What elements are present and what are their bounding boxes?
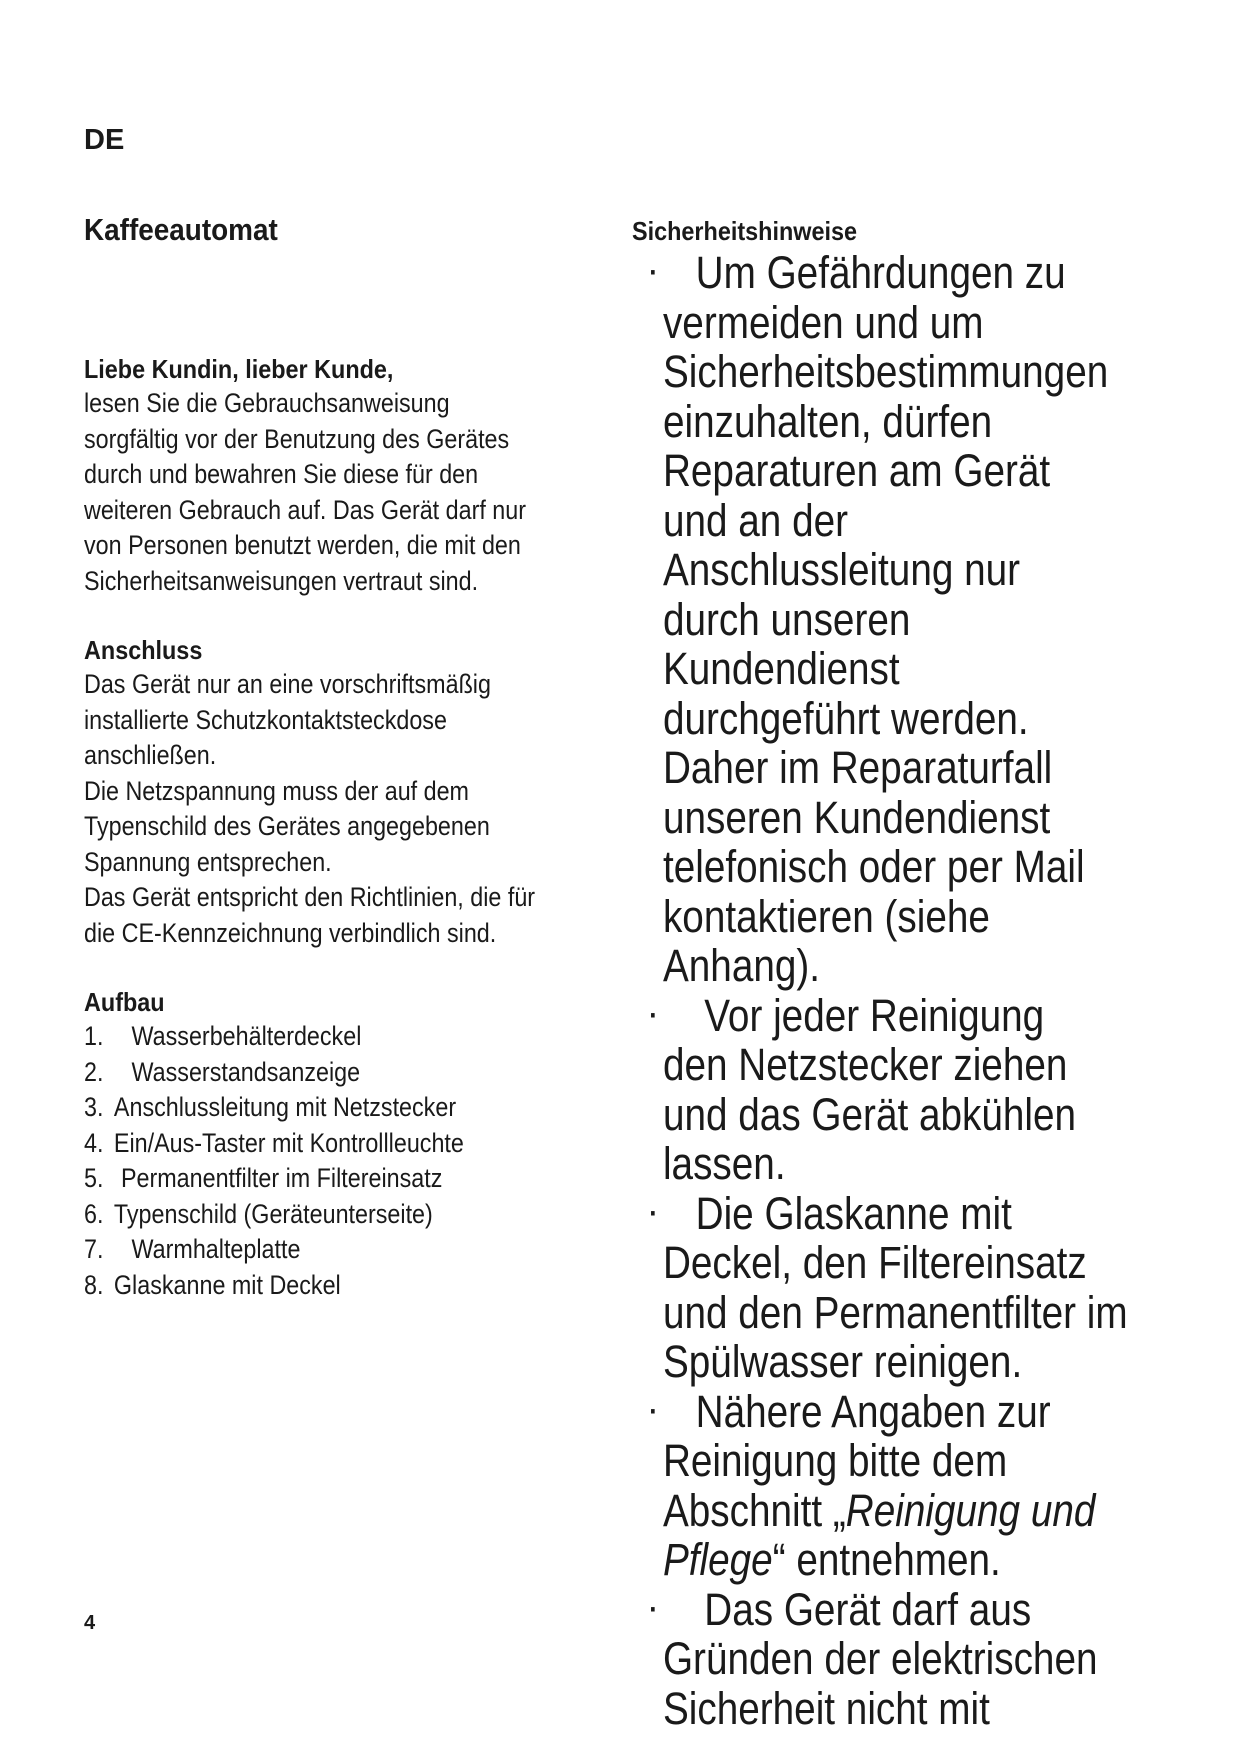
safety-item: · Das Gerät darf aus Gründen der elektrischen Sicherheit nicht mit [649,1583,1098,1734]
document-title: Kaffeeautomat [84,212,278,247]
list-item: 3. Anschlussleitung mit Netzstecker [84,1092,457,1122]
anschluss-paragraph-1: Das Gerät nur an eine vorschriftsmäßig installierte Schutzkontaktsteckdose anschließen. [84,669,491,770]
right-column [632,216,1192,1733]
safety-item: · Die Glaskanne mit Deckel, den Filtereinsatz und den Permanentfilter im Spülwasser reinigen. [649,1187,1128,1387]
greeting-text: lesen Sie die Gebrauchsanweisung sorgfältig vor der Benutzung des Gerätes durch und bewahren Sie diese für den weiteren Gebrauch auf. Das Gerät darf nur von Personen benutzt werden, die mit den Sicherheitsanweisungen vertraut sind. [84,388,527,596]
anschluss-heading: Anschluss [84,635,203,665]
safety-heading: Sicherheitshinweise [632,216,857,246]
safety-list [632,248,1192,1733]
safety-item: · Vor jeder Reinigung den Netzstecker ziehen und das Gerät abkühlen lassen. [649,989,1077,1189]
greeting-heading: Liebe Kundin, lieber Kunde, [84,354,394,384]
list-item: 4. Ein/Aus-Taster mit Kontrollleuchte [84,1127,464,1158]
list-item: 8. Glaskanne mit Deckel [84,1269,341,1300]
bullet-icon: · [649,1394,658,1428]
anschluss-paragraph-2: Die Netzspannung muss der auf dem Typenschild des Gerätes angegebenen Spannung entsprechen. [84,775,490,877]
anschluss-paragraph-3: Das Gerät entspricht den Richtlinien, die für die CE-Kennzeichnung verbindlich sind. [84,882,536,948]
language-code: DE [84,124,125,156]
list-item: 1. Wasserbehälterdeckel [84,1021,362,1051]
list-item: 2. Wasserstandsanzeige [84,1056,361,1087]
list-item: 7. Warmhalteplatte [84,1234,301,1264]
bullet-icon: · [649,256,658,289]
aufbau-list [84,1019,624,1303]
list-item: 5. Permanentfilter im Filtereinsatz [84,1163,443,1193]
bullet-icon: · [649,1592,658,1626]
safety-item: · Um Gefährdungen zu vermeiden und um Sicherheitsbestimmungen einzuhalten, dürfen Reparaturen am Gerät und an der Anschlussleitung nur durch unseren Kundendienst durchgeführt werden. Daher im Reparaturfall unseren Kundendienst telefonisch oder per Mail kontaktieren (siehe Anhang). [649,247,1109,991]
safety-item: · Nähere Angaben zur Reinigung bitte dem Abschnitt „Reinigung und Pflege“ entnehmen. [649,1385,1096,1585]
list-item: 6. Typenschild (Geräteunterseite) [84,1198,433,1229]
aufbau-heading: Aufbau [84,987,165,1017]
page-number: 4 [84,1612,96,1634]
bullet-icon: · [649,1196,658,1230]
left-column [84,212,624,1303]
bullet-icon: · [649,998,658,1032]
